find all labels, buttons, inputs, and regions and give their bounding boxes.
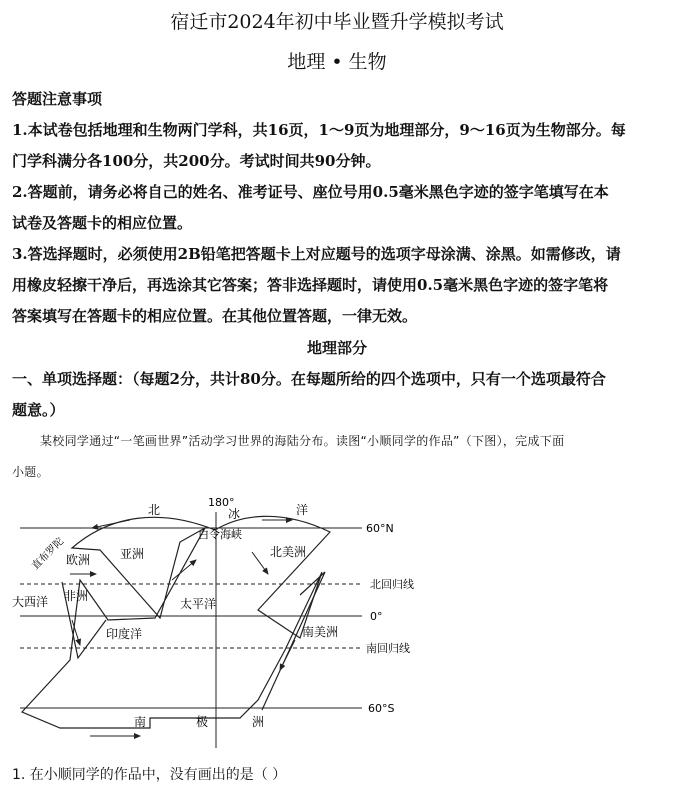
intro-line-1: 某校同学通过“一笔画世界”活动学习世界的海陆分布。读图“小顺同学的作品”（下图），完成下面 [40, 434, 565, 448]
label-indian: 印度洋 [106, 627, 143, 641]
label-gibraltar: 直布罗陀 [30, 535, 67, 573]
label-equator: 0° [370, 610, 383, 623]
part-line-2: 题意。） [12, 401, 65, 419]
label-bering: 白令海峡 [198, 528, 242, 541]
label-antarctica-1: 南 [134, 715, 147, 729]
subject-title: 地理 • 生物 [287, 51, 387, 73]
world-map-figure [0, 490, 674, 755]
label-tropic-n: 北回归线 [370, 578, 414, 591]
label-europe: 欧洲 [66, 553, 91, 567]
label-atlantic: 大西洋 [12, 595, 49, 609]
intro-line-2: 小题。 [12, 465, 49, 479]
label-60s: 60°S [368, 702, 395, 715]
part-line-1: 一、单项选择题：（每题2分，共计80分。在每题所给的四个选项中，只有一个选项最符合 [12, 370, 606, 388]
arrow-asia [172, 560, 196, 580]
notes-line-1: 1.本试卷包括地理和生物两门学科，共16页，1～9页为地理部分，9～16页为生物部分。每 [12, 121, 626, 139]
label-arctic-2: 冰 [228, 507, 241, 521]
arrow-arctic-w [92, 520, 130, 528]
notes-line-7: 答案填写在答题卡的相应位置。在其他位置答题，一律无效。 [12, 307, 418, 325]
label-arctic-1: 北 [148, 503, 161, 517]
label-asia: 亚洲 [120, 547, 145, 561]
label-antarctica-3: 洲 [252, 715, 265, 729]
notes-line-2: 门学科满分各100分，共200分。考试时间共90分钟。 [12, 152, 381, 170]
label-north-america: 北美洲 [270, 545, 307, 559]
label-pacific: 太平洋 [180, 597, 217, 611]
label-south-america: 南美洲 [302, 625, 339, 639]
exam-title: 宿迁市2024年初中毕业暨升学模拟考试 [170, 11, 504, 33]
arrow-namerica [252, 552, 268, 574]
question-1: 1. 在小顺同学的作品中，没有画出的是（ ） [12, 767, 287, 783]
notes-line-4: 试卷及答题卡的相应位置。 [12, 214, 193, 232]
label-arctic-3: 洋 [296, 503, 309, 517]
label-africa: 非洲 [64, 589, 89, 603]
section-title: 地理部分 [306, 339, 367, 357]
label-60n: 60°N [366, 522, 394, 535]
notes-line-3: 2.答题前，请务必将自己的姓名、准考证号、座位号用0.5毫米黑色字迹的签字笔填写在本 [12, 183, 609, 201]
samerica-stroke [262, 572, 325, 710]
label-meridian: 180° [208, 496, 235, 509]
notes-heading: 答题注意事项 [12, 90, 103, 108]
notes-line-6: 用橡皮轻擦干净后，再选涂其它答案；答非选择题时，请使用0.5毫米黑色字迹的签字笔将 [12, 276, 609, 294]
notes-line-5: 3.答选择题时，必须使用2B铅笔把答题卡上对应题号的选项字母涂满、涂黑。如需修改，请 [12, 245, 621, 263]
label-tropic-s: 南回归线 [366, 642, 410, 655]
label-antarctica-2: 极 [196, 715, 209, 729]
